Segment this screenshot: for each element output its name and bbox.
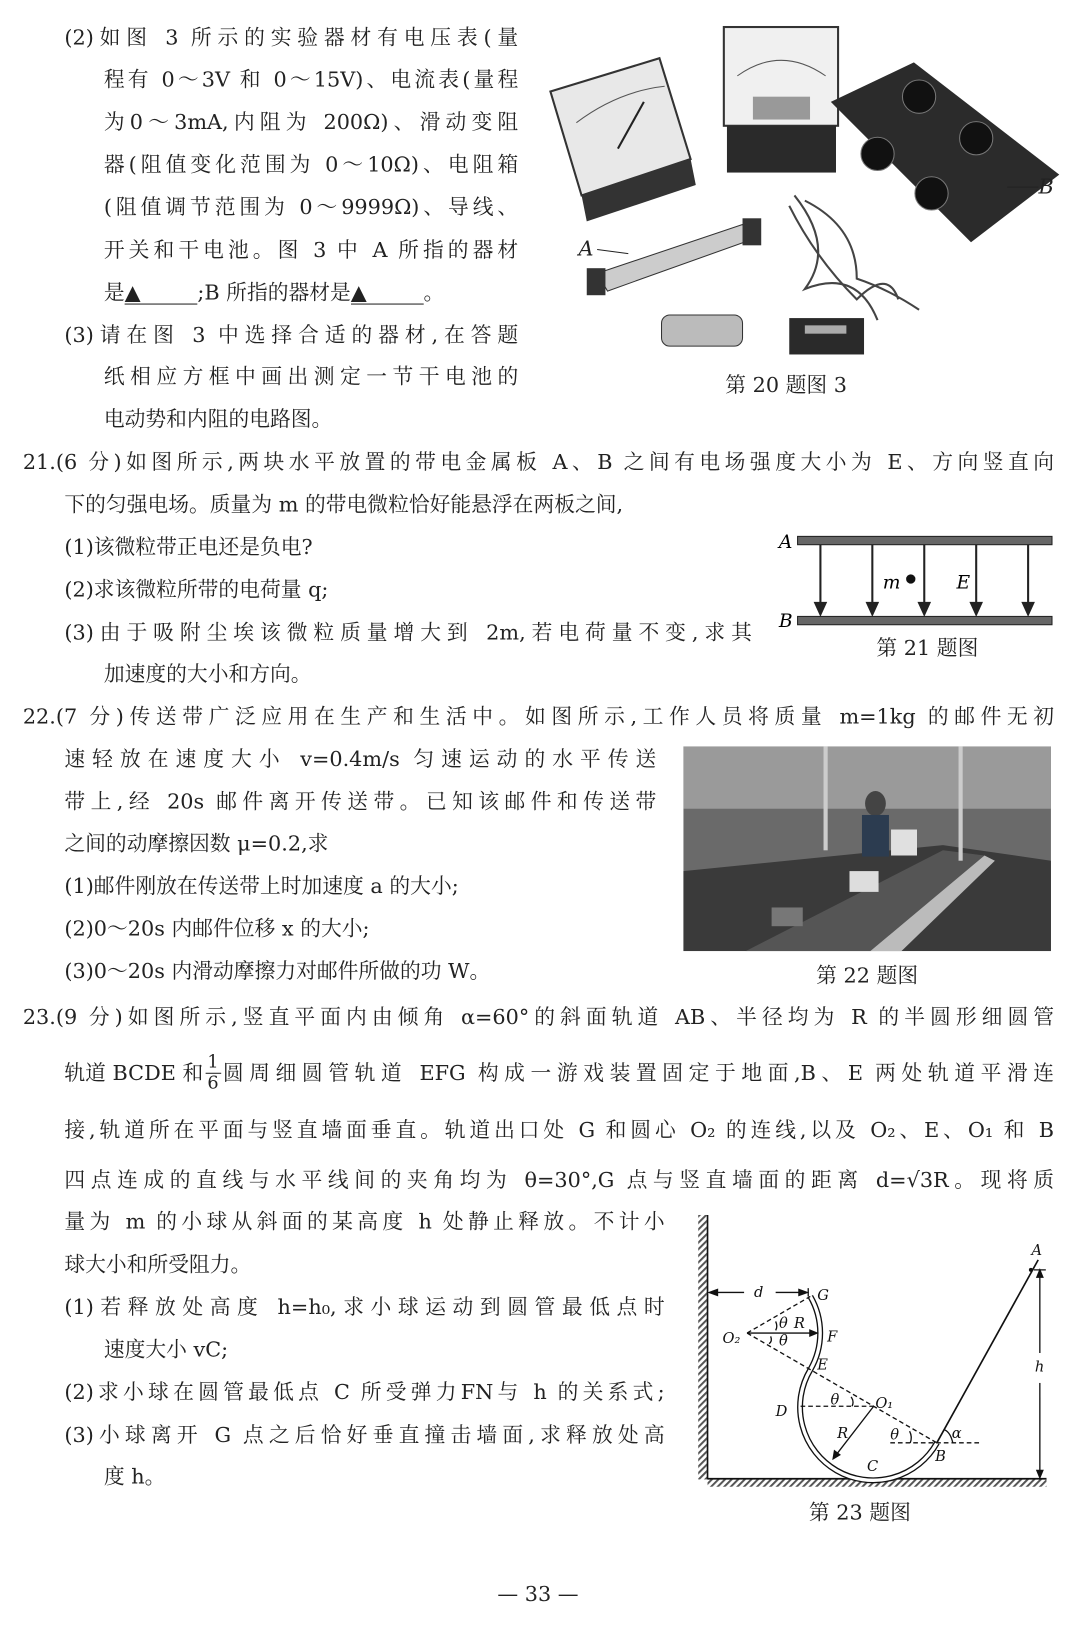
numerator: 1 xyxy=(205,1052,220,1073)
tube-track xyxy=(800,1296,937,1480)
wall-hatching xyxy=(698,1215,707,1479)
q23-line: (3)小球离开 G 点之后恰好垂直撞击墙面,求释放处高 xyxy=(64,1422,665,1447)
q21-line: 加速度的大小和方向。 xyxy=(103,661,312,687)
q23-line: 23.(9 分)如图所示,竖直平面内由倾角 α=60°的斜面轨道 AB、半径均为 R 的半圆形细圆管 xyxy=(22,1004,1055,1030)
q22-line: 之间的动摩擦因数 μ=0.2,求 xyxy=(64,830,329,856)
q20-line: 开关和干电池。图 3 中 A 所指的器材 xyxy=(103,237,519,262)
label-a: A xyxy=(578,235,594,261)
mass-label: m xyxy=(882,572,901,594)
text: 圆周细圆管轨道 EFG 构成一游戏装置固定于地面,B、E 两处轨道平滑连 xyxy=(222,1060,1055,1086)
incline-ab xyxy=(936,1260,1037,1443)
q21-line: 21.(6 分)如图所示,两块水平放置的带电金属板 A、B 之间有电场强度大小为 E、方向竖直向 xyxy=(22,449,1055,475)
q20-figure-caption: 第 20 题图 3 xyxy=(725,372,848,398)
q22-line: 带上,经 20s 邮件离开传送带。已知该邮件和传送带 xyxy=(64,788,657,814)
switch-image xyxy=(789,318,864,354)
field-arrows xyxy=(815,545,1033,615)
theta-label: θ xyxy=(889,1426,899,1444)
ball xyxy=(1028,1268,1032,1272)
q23-line: (1)若释放处高度 h=h₀,求小球运动到圆管最低点时 xyxy=(64,1294,665,1320)
point-f-label: F xyxy=(826,1328,837,1346)
plate-a xyxy=(798,536,1052,544)
particle xyxy=(906,574,915,583)
q23-line: 接,轨道所在平面与竖直墙面垂直。轨道出口处 G 和圆心 O₂ 的连线,以及 O₂、E、O₁ 和 B xyxy=(64,1117,1055,1143)
q23-line: 速度大小 vC; xyxy=(103,1336,229,1362)
q20-line: 纸相应方框中画出测定一节干电池的 xyxy=(103,363,519,389)
q22-figure-caption: 第 22 题图 xyxy=(816,962,919,988)
q20-line: (2)如图 3 所示的实验器材有电压表(量 xyxy=(64,24,519,50)
point-d-label: D xyxy=(775,1403,787,1421)
point-e-label: E xyxy=(816,1356,828,1374)
q20-line: 电动势和内阻的电路图。 xyxy=(103,406,333,432)
q21-line: (3)由于吸附尘埃该微粒质量增大到 2m,若电荷量不变,求其 xyxy=(64,619,752,645)
denominator: 6 xyxy=(207,1072,219,1094)
theta-label: θ xyxy=(829,1391,839,1409)
q21-figure xyxy=(774,525,1060,634)
height-h-label: h xyxy=(1034,1358,1044,1376)
resistance-box-image xyxy=(831,62,1059,242)
voltmeter-image xyxy=(550,58,695,221)
text: 。 xyxy=(423,279,445,305)
point-g-label: G xyxy=(816,1286,829,1304)
plate-a-label: A xyxy=(778,531,793,553)
q20-line: 器(阻值变化范围为 0～10Ω)、电阻箱 xyxy=(103,151,519,177)
q20-line: 为0～3mA,内阻为 200Ω)、滑动变阻 xyxy=(103,109,519,135)
q22-line: (1)邮件刚放在传送带上时加速度 a 的大小; xyxy=(64,873,459,899)
battery-image xyxy=(662,315,743,346)
point-a-label: A xyxy=(1031,1241,1042,1259)
answer-blank-a: ▲ xyxy=(125,281,198,305)
q20-equipment-photo xyxy=(545,19,1064,362)
q21-line: (1)该微粒带正电还是负电? xyxy=(64,534,313,560)
point-b-label: B xyxy=(934,1448,946,1466)
text: 是 xyxy=(103,279,125,305)
wires-image xyxy=(789,195,919,320)
radius-label: R xyxy=(793,1315,805,1333)
plate-b xyxy=(798,616,1052,624)
q22-line: 22.(7 分)传送带广泛应用在生产和生活中。如图所示,工作人员将质量 m=1kg 的邮件无初 xyxy=(22,703,1055,729)
q23-line: 度 h。 xyxy=(103,1463,166,1489)
q21-figure-caption: 第 21 题图 xyxy=(876,635,979,661)
rheostat-image xyxy=(587,218,761,295)
answer-blank-b: ▲ xyxy=(351,281,424,305)
text: 轨道 BCDE 和 xyxy=(64,1060,204,1086)
q21-line: 下的匀强电场。质量为 m 的带电微粒恰好能悬浮在两板之间, xyxy=(64,491,624,517)
fraction-one-sixth xyxy=(205,1052,220,1093)
alpha-label: α xyxy=(951,1424,962,1442)
conveyor-photo xyxy=(683,746,1051,951)
milliammeter-image xyxy=(724,27,838,173)
q23-line: 四点连成的直线与水平线间的夹角均为 θ=30°,G 点与竖直墙面的距离 d=√3R。现将质 xyxy=(64,1167,1055,1193)
plate-b-label: B xyxy=(778,610,793,632)
text: ;B 所指的器材是 xyxy=(197,279,351,305)
q23-line: 球大小和所受阻力。 xyxy=(64,1251,252,1277)
q20-line: (阻值调节范围为 0～9999Ω)、导线、 xyxy=(103,194,519,220)
q23-line: (2)求小球在圆管最低点 C 所受弹力FN与 h 的关系式; xyxy=(64,1379,665,1405)
label-b: B xyxy=(1038,173,1054,199)
q20-line: 程有 0～3V 和 0～15V)、电流表(量程 xyxy=(103,66,519,92)
center-o1-label: O₁ xyxy=(874,1394,893,1412)
q23-figure xyxy=(660,1160,1060,1493)
q22-line: (2)0～20s 内邮件位移 x 的大小; xyxy=(64,915,370,941)
radius-label: R xyxy=(836,1424,848,1442)
point-c-label: C xyxy=(866,1458,878,1476)
q23-line-fraction xyxy=(64,1052,1054,1094)
q20-line: (3)请在图 3 中选择合适的器材,在答题 xyxy=(64,322,519,348)
center-o2-label: O₂ xyxy=(721,1330,740,1348)
theta-label: θ xyxy=(778,1332,788,1350)
page-number: — 33 — xyxy=(497,1581,579,1607)
q23-figure-caption: 第 23 题图 xyxy=(808,1499,911,1525)
q22-line: 速轻放在速度大小 v=0.4m/s 匀速运动的水平传送 xyxy=(64,746,657,772)
field-label: E xyxy=(956,572,971,594)
distance-d-label: d xyxy=(753,1284,763,1302)
theta-label: θ xyxy=(778,1315,788,1333)
q21-line: (2)求该微粒所带的电荷量 q; xyxy=(64,576,329,602)
q23-line: 量为 m 的小球从斜面的某高度 h 处静止释放。不计小 xyxy=(64,1208,665,1234)
q20-blank-line xyxy=(104,279,444,306)
q22-line: (3)0～20s 内滑动摩擦力对邮件所做的功 W。 xyxy=(64,958,491,984)
